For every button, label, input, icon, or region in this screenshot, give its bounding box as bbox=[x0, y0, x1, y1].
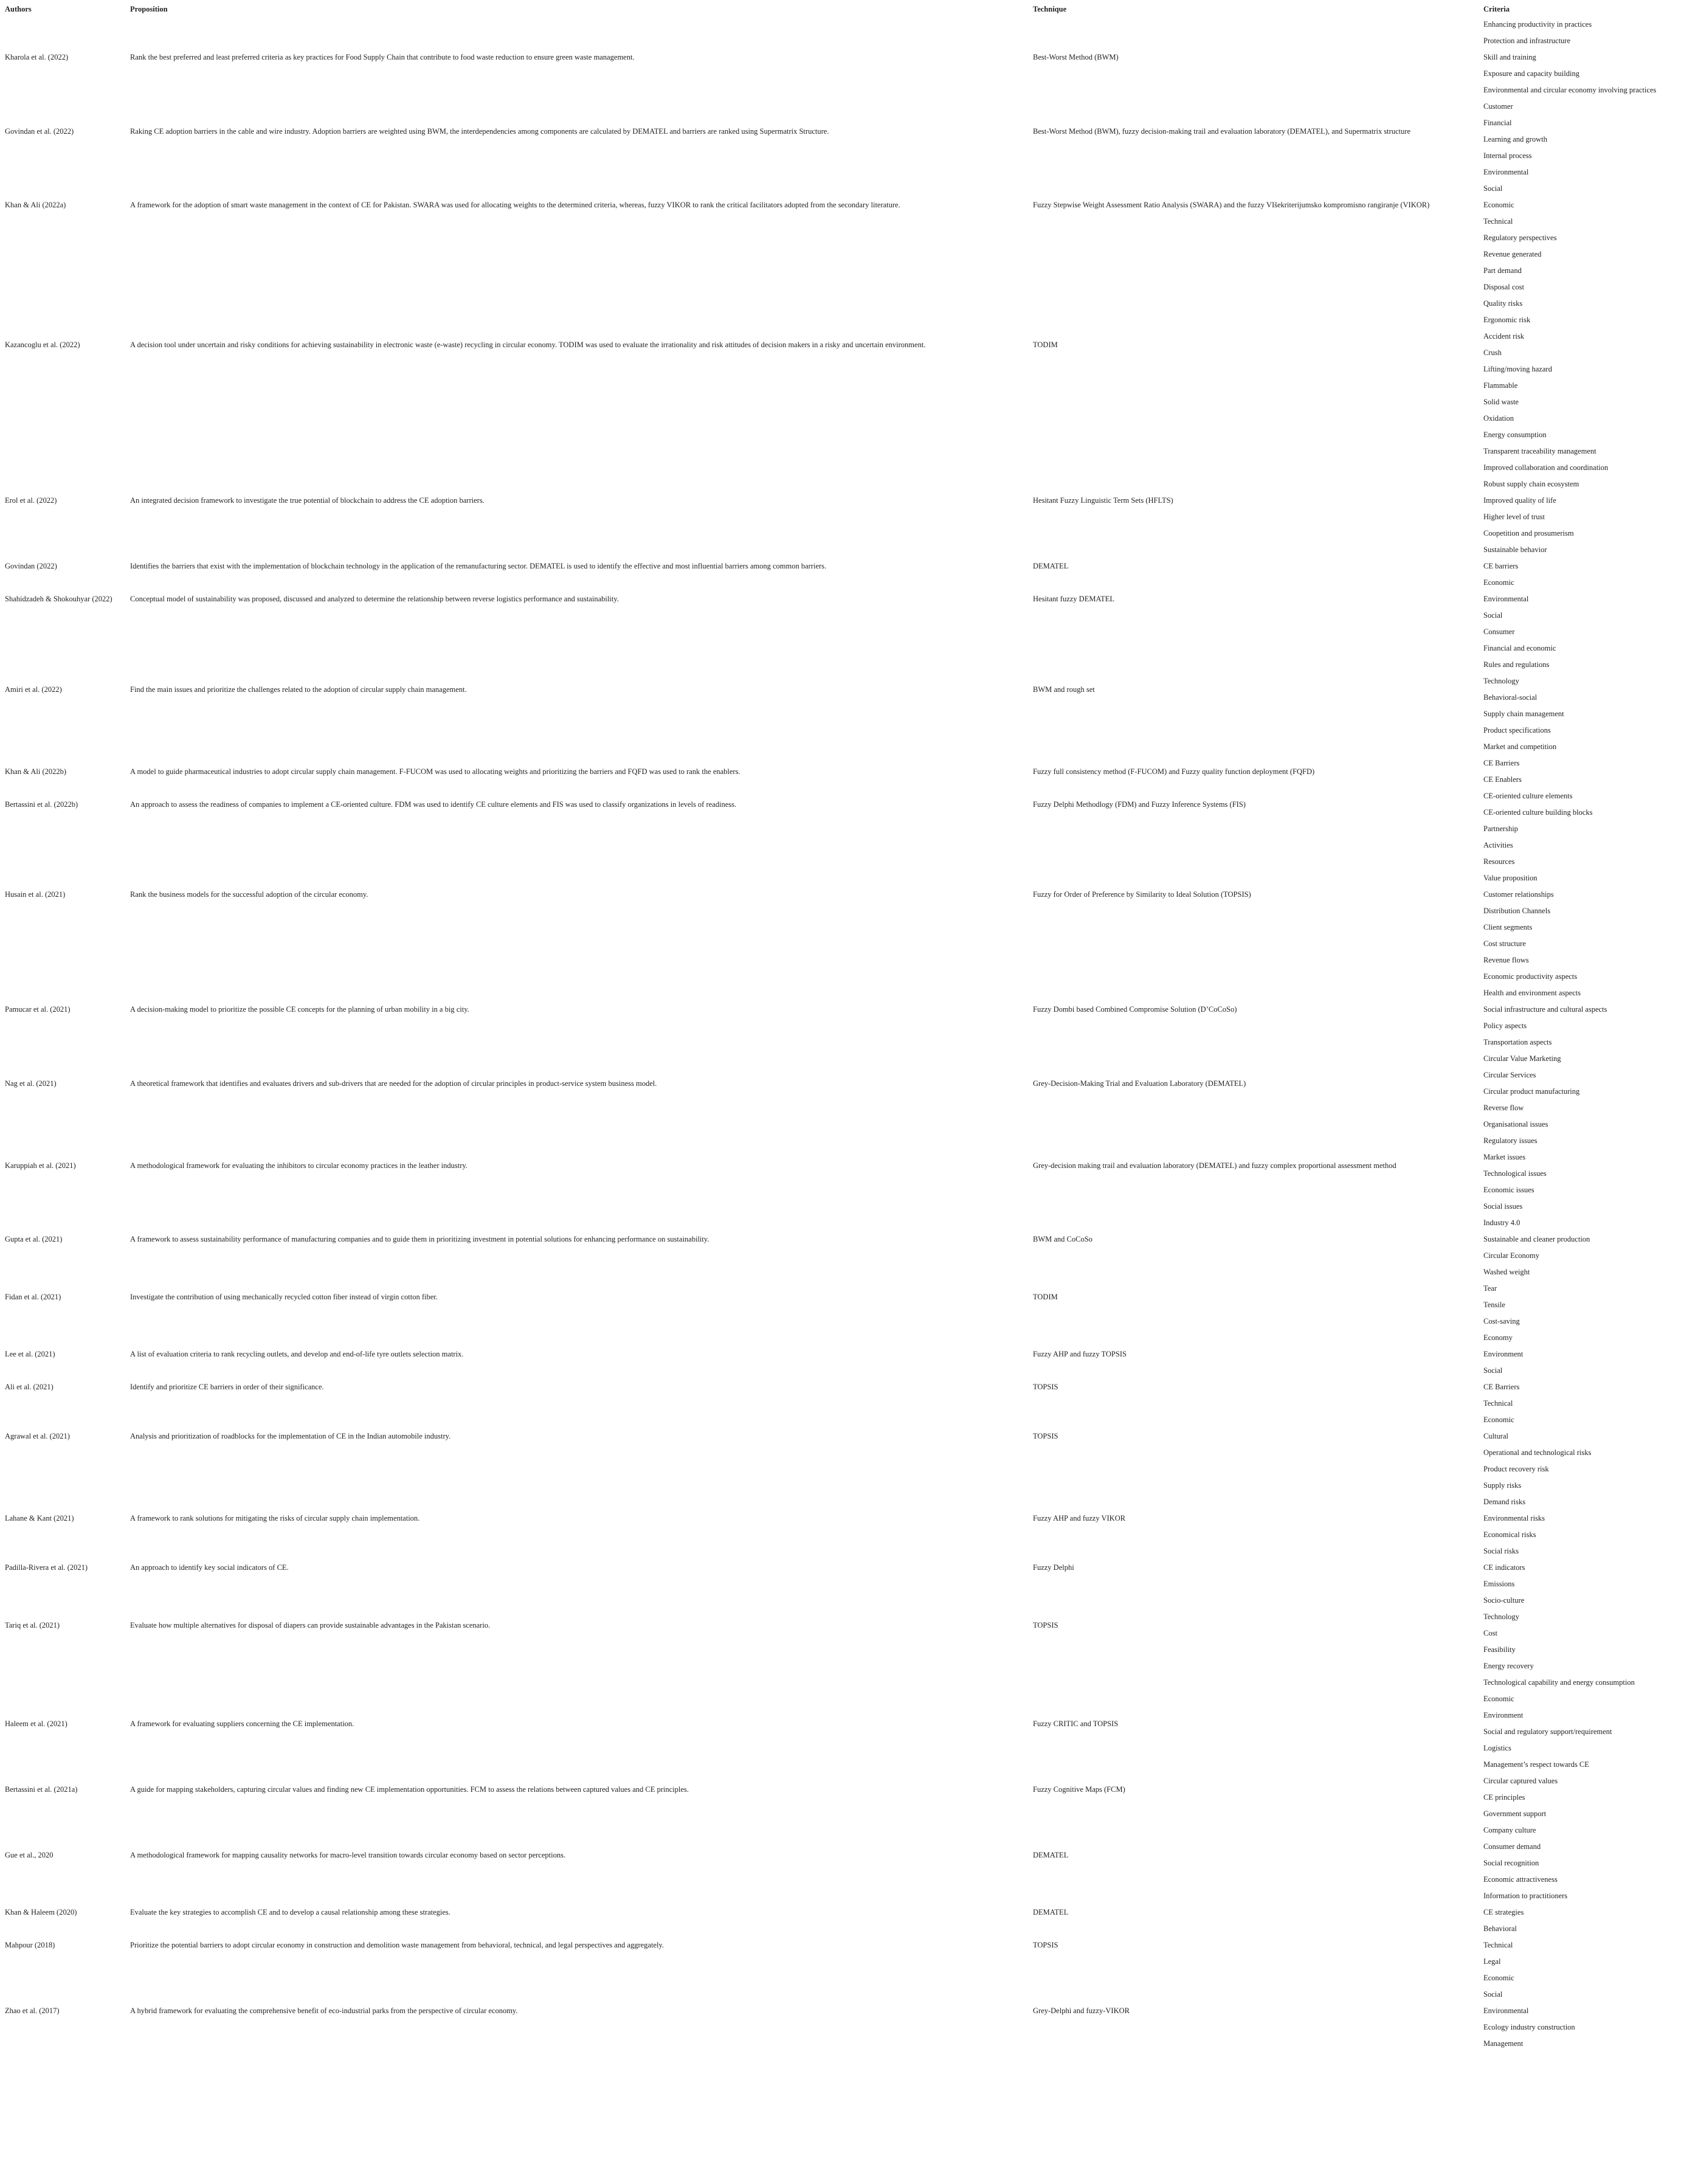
criteria-item: Economic bbox=[1483, 578, 1514, 587]
criteria-item: Technical bbox=[1483, 1399, 1513, 1408]
cell-proposition: Evaluate the key strategies to accomplish CE and to develop a causal relationship among these strategies. bbox=[130, 1908, 450, 1916]
cell-proposition: A framework for evaluating suppliers concerning the CE implementation. bbox=[130, 1719, 354, 1728]
criteria-item: Social bbox=[1483, 184, 1503, 193]
criteria-item: Social risks bbox=[1483, 1547, 1519, 1555]
criteria-item: Economy bbox=[1483, 1333, 1513, 1342]
criteria-item: Environmental bbox=[1483, 168, 1529, 176]
criteria-item: Social bbox=[1483, 611, 1503, 620]
criteria-item: CE-oriented culture elements bbox=[1483, 792, 1573, 800]
criteria-item: Economic productivity aspects bbox=[1483, 972, 1578, 981]
criteria-item: Activities bbox=[1483, 841, 1513, 849]
cell-authors: Lahane & Kant (2021) bbox=[5, 1514, 74, 1522]
criteria-item: Regulatory issues bbox=[1483, 1136, 1538, 1145]
cell-authors: Haleem et al. (2021) bbox=[5, 1719, 67, 1728]
cell-authors: Gue et al., 2020 bbox=[5, 1850, 54, 1859]
cell-proposition: A hybrid framework for evaluating the comprehensive benefit of eco-industrial parks from the perspective of circular economy. bbox=[130, 2006, 518, 2015]
cell-authors: Bertassini et al. (2021a) bbox=[5, 1785, 78, 1794]
cell-proposition: A framework for the adoption of smart waste management in the context of CE for Pakistan. SWARA was used for allocating weights to the determined criteria, whereas, fuzzy VIKOR to rank the critical facilitators adopted from the secondary literature. bbox=[130, 201, 900, 209]
criteria-item: CE-oriented culture building blocks bbox=[1483, 808, 1593, 817]
criteria-item: Robust supply chain ecosystem bbox=[1483, 480, 1579, 488]
criteria-item: CE indicators bbox=[1483, 1563, 1525, 1572]
cell-authors: Amiri et al. (2022) bbox=[5, 685, 62, 694]
cell-technique: Hesitant Fuzzy Linguistic Term Sets (HFLTS) bbox=[1033, 496, 1173, 505]
criteria-item: Resources bbox=[1483, 857, 1515, 866]
criteria-item: Ergonomic risk bbox=[1483, 316, 1531, 324]
criteria-item: Government support bbox=[1483, 1809, 1547, 1818]
criteria-item: Legal bbox=[1483, 1957, 1501, 1966]
cell-authors: Govindan et al. (2022) bbox=[5, 126, 74, 136]
criteria-item: Environmental risks bbox=[1483, 1514, 1545, 1522]
cell-proposition: Identifies the barriers that exist with the implementation of blockchain technology in the application of the remanufacturing sector. DEMATEL is used to identify the effective and most influential barriers among common barriers. bbox=[130, 562, 827, 570]
cell-technique: TOPSIS bbox=[1033, 1620, 1058, 1629]
cell-technique: Grey-Decision-Making Trial and Evaluation Laboratory (DEMATEL) bbox=[1033, 1079, 1246, 1088]
cell-technique: Fuzzy Cognitive Maps (FCM) bbox=[1033, 1785, 1125, 1794]
cell-proposition: A decision-making model to prioritize the possible CE concepts for the planning of urban mobility in a big city. bbox=[130, 1005, 469, 1014]
criteria-item: Socio-culture bbox=[1483, 1596, 1525, 1605]
cell-proposition: Prioritize the potential barriers to adopt circular economy in construction and demolition waste management from behavioral, technical, and legal perspectives and aggregately. bbox=[130, 1941, 664, 1949]
cell-technique: Fuzzy Delphi bbox=[1033, 1563, 1074, 1572]
cell-authors: Khan & Haleem (2020) bbox=[5, 1908, 77, 1916]
criteria-item: Health and environment aspects bbox=[1483, 989, 1581, 997]
cell-authors: Padilla-Rivera et al. (2021) bbox=[5, 1563, 88, 1572]
cell-authors: Nag et al. (2021) bbox=[5, 1079, 57, 1088]
criteria-item: Financial bbox=[1483, 119, 1512, 127]
cell-technique: Grey-Delphi and fuzzy-VIKOR bbox=[1033, 2006, 1130, 2015]
criteria-item: Skill and training bbox=[1483, 53, 1536, 61]
criteria-item: Management’s respect towards CE bbox=[1483, 1760, 1589, 1769]
criteria-item: Information to practitioners bbox=[1483, 1892, 1568, 1900]
criteria-item: Internal process bbox=[1483, 151, 1532, 160]
cell-authors: Mahpour (2018) bbox=[5, 1941, 55, 1949]
criteria-item: Technology bbox=[1483, 677, 1519, 685]
criteria-item: Environmental and circular economy involving practices bbox=[1483, 86, 1657, 94]
criteria-item: Client segments bbox=[1483, 923, 1533, 931]
cell-proposition: A framework to rank solutions for mitigating the risks of circular supply chain implementation. bbox=[130, 1514, 420, 1522]
criteria-item: Behavioral bbox=[1483, 1924, 1517, 1933]
criteria-item: Lifting/moving hazard bbox=[1483, 365, 1552, 373]
criteria-item: Quality risks bbox=[1483, 299, 1523, 308]
cell-technique: DEMATEL bbox=[1033, 1850, 1069, 1859]
cell-proposition: Conceptual model of sustainability was proposed, discussed and analyzed to determine the relationship between reverse logistics performance and sustainability. bbox=[130, 595, 619, 603]
cell-proposition: Investigate the contribution of using mechanically recycled cotton fiber instead of virgin cotton fiber. bbox=[130, 1292, 438, 1301]
cell-technique: Fuzzy for Order of Preference by Similarity to Ideal Solution (TOPSIS) bbox=[1033, 890, 1251, 899]
criteria-item: Transparent traceability management bbox=[1483, 447, 1596, 455]
header-technique: Technique bbox=[1033, 5, 1067, 13]
criteria-item: Consumer bbox=[1483, 627, 1515, 636]
criteria-item: Social bbox=[1483, 1366, 1503, 1375]
criteria-item: Economic bbox=[1483, 1695, 1514, 1703]
criteria-item: Technical bbox=[1483, 1941, 1513, 1949]
criteria-item: Reverse flow bbox=[1483, 1104, 1524, 1112]
criteria-item: Cost structure bbox=[1483, 939, 1526, 948]
criteria-item: Washed weight bbox=[1483, 1268, 1530, 1276]
criteria-item: Economical risks bbox=[1483, 1530, 1536, 1539]
criteria-item: Company culture bbox=[1483, 1826, 1536, 1834]
cell-proposition: An approach to identify key social indicators of CE. bbox=[130, 1563, 289, 1572]
criteria-item: Social recognition bbox=[1483, 1859, 1539, 1867]
cell-authors: Lee et al. (2021) bbox=[5, 1350, 55, 1358]
criteria-item: Organisational issues bbox=[1483, 1120, 1548, 1128]
cell-technique: BWM and CoCoSo bbox=[1033, 1235, 1092, 1243]
criteria-item: Logistics bbox=[1483, 1744, 1511, 1752]
cell-authors: Govindan (2022) bbox=[5, 562, 57, 570]
criteria-item: Tensile bbox=[1483, 1301, 1505, 1309]
criteria-item: Demand risks bbox=[1483, 1498, 1526, 1506]
cell-proposition: A framework to assess sustainability performance of manufacturing companies and to guide them in prioritizing investment in potential solutions for enhancing performance on sustainability. bbox=[130, 1235, 709, 1243]
criteria-item: Learning and growth bbox=[1483, 135, 1547, 143]
criteria-item: Economic bbox=[1483, 1974, 1514, 1982]
criteria-item: Technological capability and energy consumption bbox=[1483, 1678, 1635, 1687]
cell-technique: TODIM bbox=[1033, 340, 1058, 349]
criteria-item: Environment bbox=[1483, 1350, 1524, 1358]
criteria-item: Rules and regulations bbox=[1483, 660, 1550, 669]
criteria-item: Economic attractiveness bbox=[1483, 1875, 1558, 1884]
cell-authors: Gupta et al. (2021) bbox=[5, 1235, 63, 1243]
criteria-item: Social infrastructure and cultural aspects bbox=[1483, 1005, 1607, 1014]
cell-proposition: A list of evaluation criteria to rank recycling outlets, and develop and end-of-life tyre outlets selection matrix. bbox=[130, 1350, 464, 1358]
header-authors: Authors bbox=[5, 5, 32, 13]
criteria-item: Protection and infrastructure bbox=[1483, 36, 1571, 45]
cell-authors: Husain et al. (2021) bbox=[5, 890, 66, 899]
cell-technique: TOPSIS bbox=[1033, 1383, 1058, 1391]
cell-proposition: A decision tool under uncertain and risky conditions for achieving sustainability in electronic waste (e-waste) recycling in circular economy. TODIM was used to evaluate the irrationality and risk attitudes of decision makers in a risky and uncertain environment. bbox=[130, 340, 926, 349]
criteria-item: Market issues bbox=[1483, 1153, 1526, 1161]
cell-technique: TOPSIS bbox=[1033, 1941, 1058, 1949]
criteria-item: Policy aspects bbox=[1483, 1021, 1527, 1030]
criteria-item: Economic bbox=[1483, 1415, 1514, 1424]
criteria-item: Cultural bbox=[1483, 1432, 1508, 1440]
criteria-item: Solid waste bbox=[1483, 398, 1519, 406]
criteria-item: Energy consumption bbox=[1483, 430, 1547, 439]
cell-authors: Kharola et al. (2022) bbox=[5, 53, 69, 61]
cell-technique: Fuzzy Delphi Methodlogy (FDM) and Fuzzy Inference Systems (FIS) bbox=[1033, 800, 1246, 809]
criteria-item: Operational and technological risks bbox=[1483, 1448, 1592, 1457]
criteria-item: Environmental bbox=[1483, 2006, 1529, 2015]
cell-authors: Shahidzadeh & Shokouhyar (2022) bbox=[5, 595, 112, 603]
criteria-item: Transportation aspects bbox=[1483, 1038, 1552, 1046]
cell-authors: Khan & Ali (2022b) bbox=[5, 767, 67, 776]
criteria-item: CE strategies bbox=[1483, 1908, 1524, 1916]
criteria-item: Disposal cost bbox=[1483, 283, 1525, 291]
criteria-item: Flammable bbox=[1483, 381, 1518, 390]
criteria-item: Social and regulatory support/requirement bbox=[1483, 1727, 1612, 1736]
cell-authors: Erol et al. (2022) bbox=[5, 496, 57, 505]
cell-authors: Kazancoglu et al. (2022) bbox=[5, 340, 80, 349]
criteria-item: CE Enablers bbox=[1483, 775, 1522, 784]
criteria-item: Social bbox=[1483, 1990, 1503, 1999]
criteria-item: Coopetition and prosumerism bbox=[1483, 529, 1574, 537]
criteria-item: Customer bbox=[1483, 102, 1513, 111]
criteria-item: Part demand bbox=[1483, 266, 1522, 275]
criteria-item: Economic issues bbox=[1483, 1186, 1534, 1194]
criteria-item: Market and competition bbox=[1483, 742, 1557, 751]
cell-proposition: Find the main issues and prioritize the challenges related to the adoption of circular supply chain management. bbox=[130, 685, 467, 694]
cell-technique: Hesitant fuzzy DEMATEL bbox=[1033, 595, 1114, 603]
cell-technique: BWM and rough set bbox=[1033, 685, 1095, 694]
cell-proposition: A theoretical framework that identifies and evaluates drivers and sub-drivers that are needed for the adoption of circular principles in product-service system business model. bbox=[130, 1079, 657, 1088]
criteria-item: Circular Economy bbox=[1483, 1251, 1539, 1260]
cell-proposition: Identify and prioritize CE barriers in order of their significance. bbox=[130, 1383, 324, 1391]
criteria-item: Supply chain management bbox=[1483, 710, 1564, 718]
criteria-item: Consumer demand bbox=[1483, 1842, 1541, 1851]
criteria-item: Exposure and capacity building bbox=[1483, 69, 1579, 78]
cell-proposition: Rank the business models for the successful adoption of the circular economy. bbox=[130, 890, 368, 899]
cell-technique: Fuzzy full consistency method (F-FUCOM) and Fuzzy quality function deployment (FQFD) bbox=[1033, 767, 1315, 776]
criteria-item: Value proposition bbox=[1483, 874, 1538, 882]
criteria-item: Improved quality of life bbox=[1483, 496, 1556, 505]
criteria-item: Revenue flows bbox=[1483, 956, 1529, 964]
criteria-item: Behavioral-social bbox=[1483, 693, 1538, 702]
criteria-item: Regulatory perspectives bbox=[1483, 233, 1557, 242]
criteria-item: Technical bbox=[1483, 217, 1513, 226]
criteria-item: Technological issues bbox=[1483, 1169, 1547, 1178]
criteria-item: Environment bbox=[1483, 1711, 1524, 1719]
cell-technique: TOPSIS bbox=[1033, 1432, 1058, 1440]
cell-technique: Best-Worst Method (BWM), fuzzy decision-making trail and evaluation laboratory (DEMATEL), and Supermatrix structure bbox=[1033, 126, 1411, 136]
criteria-item: Management bbox=[1483, 2039, 1524, 2048]
cell-proposition: A methodological framework for evaluating the inhibitors to circular economy practices in the leather industry. bbox=[130, 1161, 468, 1170]
criteria-item: Enhancing productivity in practices bbox=[1483, 20, 1592, 29]
criteria-item: Financial and economic bbox=[1483, 644, 1556, 652]
cell-proposition: Evaluate how multiple alternatives for disposal of diapers can provide sustainable advantages in the Pakistan scenario. bbox=[130, 1620, 491, 1629]
cell-proposition: An integrated decision framework to investigate the true potential of blockchain to address the CE adoption barriers. bbox=[130, 496, 485, 505]
criteria-item: Customer relationships bbox=[1483, 890, 1554, 899]
cell-proposition: A guide for mapping stakeholders, capturing circular values and finding new CE implementation opportunities. FCM to assess the relations between captured values and CE principles. bbox=[130, 1785, 689, 1794]
criteria-item: Oxidation bbox=[1483, 414, 1514, 423]
criteria-item: Supply risks bbox=[1483, 1481, 1522, 1490]
cell-authors: Pamucar et al. (2021) bbox=[5, 1005, 71, 1014]
cell-proposition: Analysis and prioritization of roadblocks for the implementation of CE in the Indian automobile industry. bbox=[130, 1432, 451, 1440]
criteria-item: Feasibility bbox=[1483, 1645, 1516, 1654]
cell-authors: Zhao et al. (2017) bbox=[5, 2006, 60, 2015]
cell-authors: Ali et al. (2021) bbox=[5, 1383, 54, 1391]
criteria-item: CE principles bbox=[1483, 1793, 1525, 1802]
criteria-item: Cost bbox=[1483, 1629, 1497, 1637]
criteria-item: Revenue generated bbox=[1483, 250, 1542, 258]
cell-technique: Fuzzy AHP and fuzzy VIKOR bbox=[1033, 1514, 1126, 1522]
criteria-item: CE Barriers bbox=[1483, 1383, 1520, 1391]
criteria-item: Ecology industry construction bbox=[1483, 2023, 1575, 2031]
criteria-item: Partnership bbox=[1483, 824, 1518, 833]
cell-technique: Fuzzy Dombi based Combined Compromise Solution (D’CoCoSo) bbox=[1033, 1005, 1237, 1014]
criteria-item: Technology bbox=[1483, 1612, 1519, 1621]
criteria-item: CE Barriers bbox=[1483, 759, 1520, 767]
criteria-item: Economic bbox=[1483, 201, 1514, 209]
cell-technique: TODIM bbox=[1033, 1292, 1058, 1301]
cell-authors: Tariq et al. (2021) bbox=[5, 1620, 60, 1629]
cell-authors: Fidan et al. (2021) bbox=[5, 1292, 61, 1301]
criteria-item: Circular Services bbox=[1483, 1071, 1536, 1079]
criteria-item: Industry 4.0 bbox=[1483, 1218, 1520, 1227]
cell-proposition: A methodological framework for mapping causality networks for macro-level transition towards circular economy based on sector perceptions. bbox=[130, 1850, 566, 1859]
criteria-item: Cost-saving bbox=[1483, 1317, 1520, 1325]
criteria-item: Sustainable behavior bbox=[1483, 545, 1547, 554]
cell-technique: Fuzzy CRITIC and TOPSIS bbox=[1033, 1719, 1119, 1728]
header-proposition: Proposition bbox=[130, 5, 168, 13]
cell-proposition: A model to guide pharmaceutical industries to adopt circular supply chain management. F-FUCOM was used to allocating weights and prioritizing the barriers and FQFD was used to rank the enablers. bbox=[130, 767, 740, 776]
criteria-item: Social issues bbox=[1483, 1202, 1523, 1211]
cell-technique: Grey-decision making trail and evaluation laboratory (DEMATEL) and fuzzy complex proportional assessment method bbox=[1033, 1161, 1396, 1170]
criteria-item: Sustainable and cleaner production bbox=[1483, 1235, 1590, 1243]
criteria-item: Product specifications bbox=[1483, 726, 1551, 734]
cell-technique: Fuzzy AHP and fuzzy TOPSIS bbox=[1033, 1350, 1127, 1358]
cell-technique: Best-Worst Method (BWM) bbox=[1033, 53, 1119, 61]
criteria-item: Environmental bbox=[1483, 595, 1529, 603]
criteria-item: Emissions bbox=[1483, 1580, 1515, 1588]
cell-proposition: An approach to assess the readiness of companies to implement a CE-oriented culture. FDM was used to identify CE culture elements and FIS was used to classify organizations in levels of readiness. bbox=[130, 800, 737, 809]
criteria-item: Improved collaboration and coordination bbox=[1483, 463, 1609, 472]
criteria-item: Product recovery risk bbox=[1483, 1465, 1549, 1473]
criteria-item: Higher level of trust bbox=[1483, 513, 1545, 521]
cell-authors: Agrawal et al. (2021) bbox=[5, 1432, 70, 1440]
criteria-item: Accident risk bbox=[1483, 332, 1524, 340]
criteria-item: Circular product manufacturing bbox=[1483, 1087, 1580, 1096]
criteria-item: CE barriers bbox=[1483, 562, 1519, 570]
cell-technique: DEMATEL bbox=[1033, 1908, 1069, 1916]
criteria-item: Tear bbox=[1483, 1284, 1497, 1293]
cell-authors: Khan & Ali (2022a) bbox=[5, 201, 66, 209]
criteria-item: Circular Value Marketing bbox=[1483, 1054, 1561, 1063]
criteria-item: Crush bbox=[1483, 348, 1502, 357]
criteria-item: Energy recovery bbox=[1483, 1662, 1534, 1670]
cell-proposition: Rank the best preferred and least preferred criteria as key practices for Food Supply Chain that contribute to food waste reduction to ensure green waste management. bbox=[130, 53, 635, 61]
cell-technique: Fuzzy Stepwise Weight Assessment Ratio Analysis (SWARA) and the fuzzy VIšekriterijumsko kompromisno rangiranje (VIKOR) bbox=[1033, 201, 1430, 209]
criteria-item: Circular captured values bbox=[1483, 1777, 1558, 1785]
cell-authors: Karuppiah et al. (2021) bbox=[5, 1161, 76, 1170]
cell-technique: DEMATEL bbox=[1033, 562, 1069, 570]
cell-proposition: Raking CE adoption barriers in the cable and wire industry. Adoption barriers are weighted using BWM, the interdependencies among components are calculated by DEMATEL and barriers are ranked using Supermatrix Structure. bbox=[130, 126, 829, 136]
header-criteria: Criteria bbox=[1483, 5, 1510, 13]
criteria-item: Distribution Channels bbox=[1483, 907, 1551, 915]
cell-authors: Bertassini et al. (2022b) bbox=[5, 800, 78, 809]
